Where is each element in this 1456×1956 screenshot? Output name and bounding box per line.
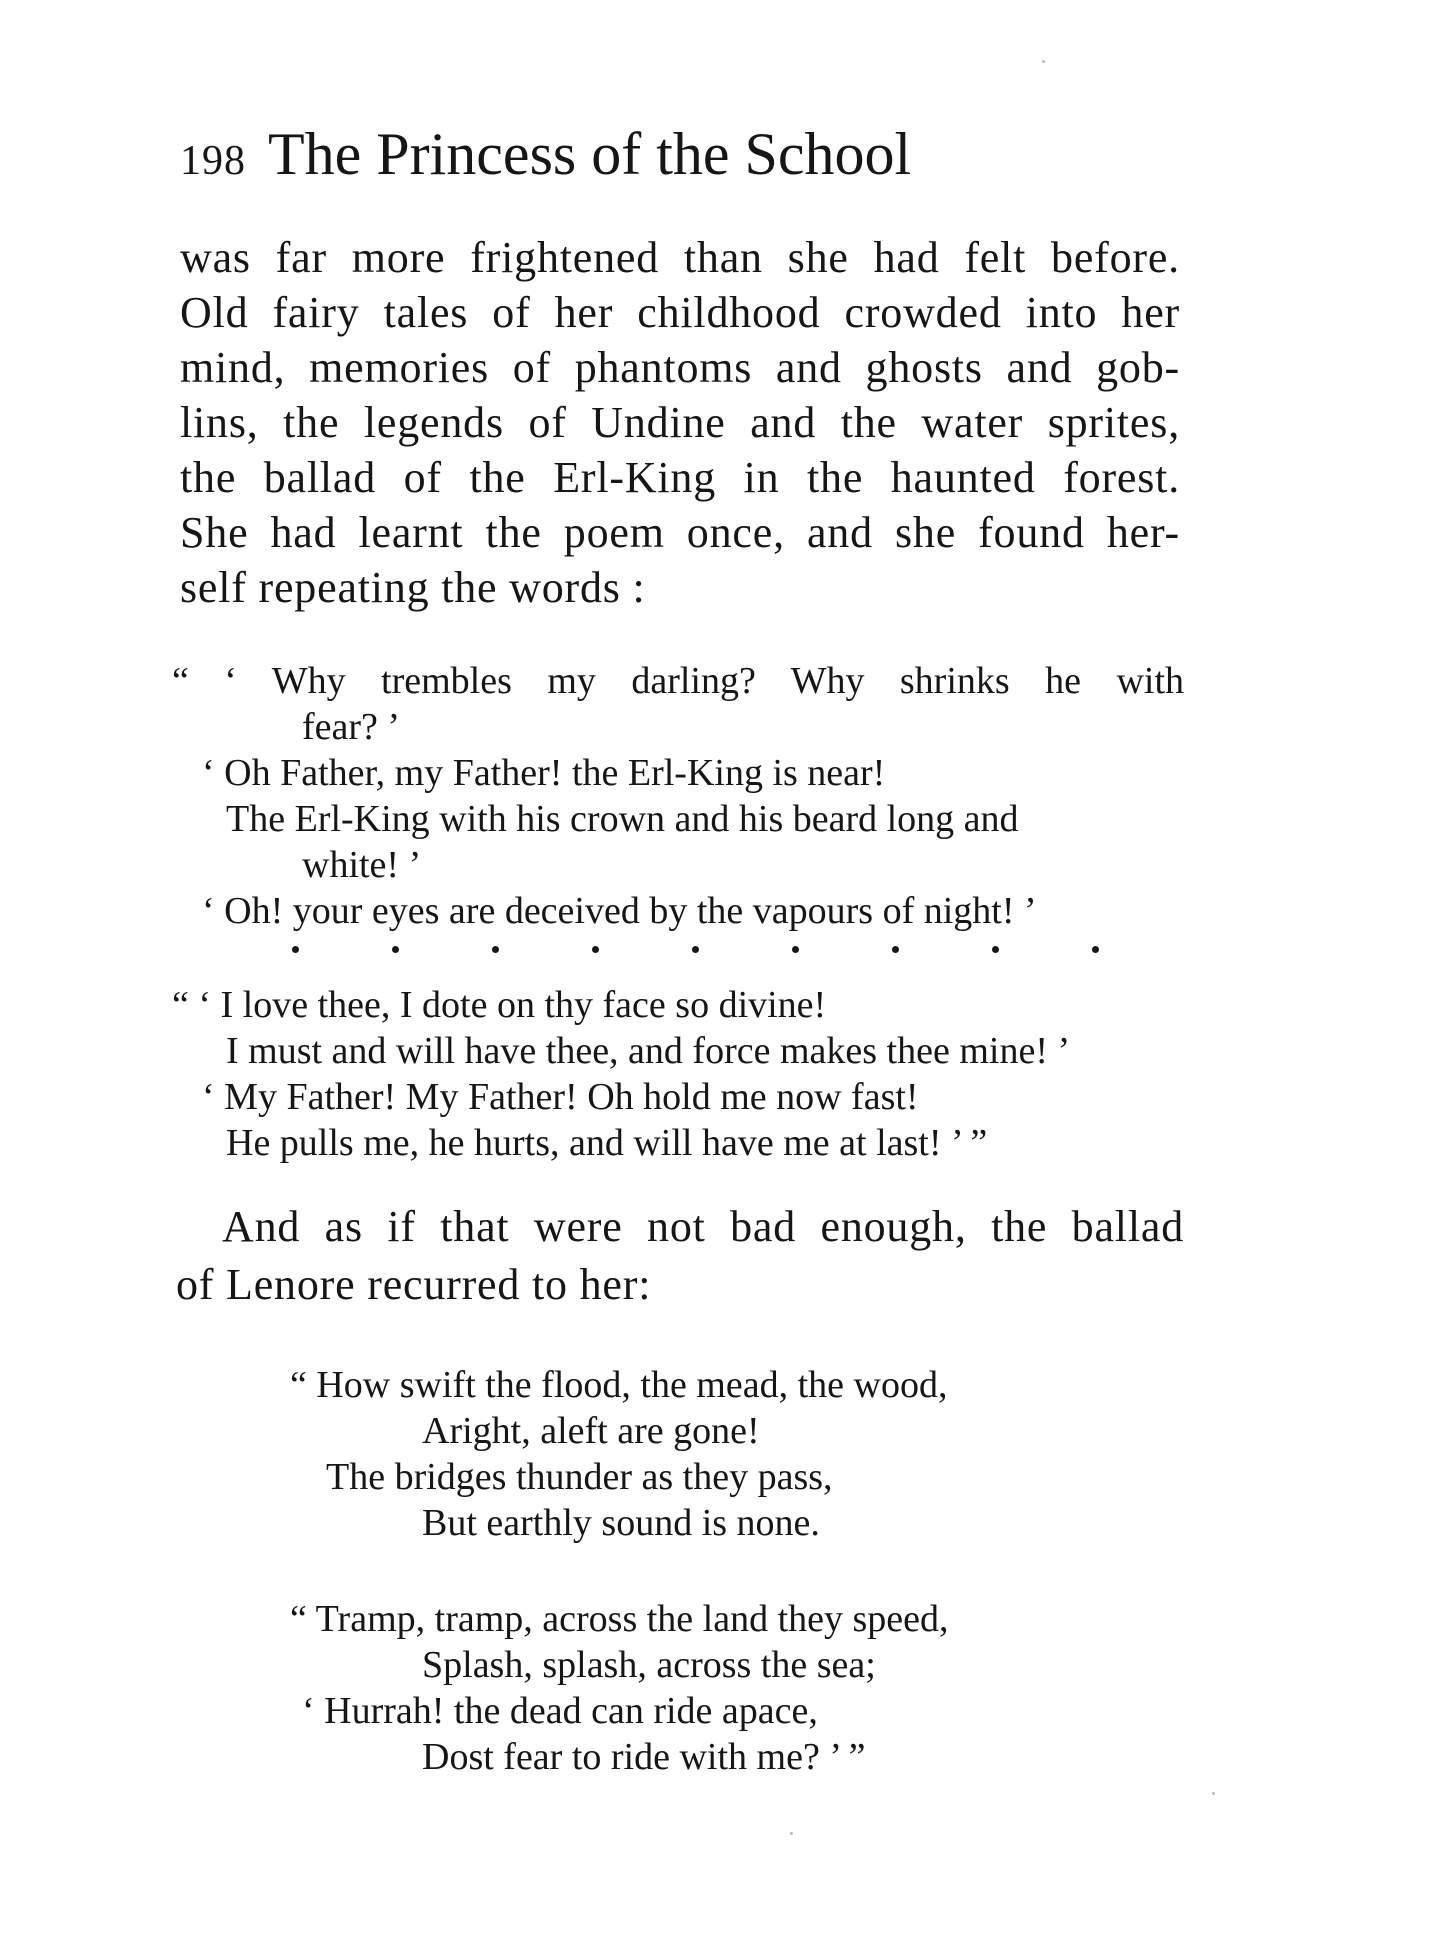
verse-line: I must and will have thee, and force makes thee mine! ’ [226, 1030, 1071, 1072]
ellipsis-dot [392, 946, 399, 953]
prose-line: of Lenore recurred to her: [176, 1260, 652, 1309]
ellipsis-dot [292, 946, 299, 953]
ellipsis-dot [992, 946, 999, 953]
verse-line: “ ‘ Why trembles my darling? Why shrinks he with [172, 660, 1184, 702]
running-title: The Princess of the School [268, 121, 912, 187]
page-number: 198 [180, 138, 246, 184]
prose-line: Old fairy tales of her childhood crowded into her [180, 288, 1180, 337]
ellipsis-dot [692, 946, 699, 953]
verse-line: “ How swift the flood, the mead, the wood, [290, 1364, 948, 1406]
verse-line: Splash, splash, across the sea; [422, 1644, 876, 1686]
prose-line: the ballad of the Erl-King in the haunted forest. [180, 453, 1180, 502]
ellipsis-dot [792, 946, 799, 953]
lenore-stanza-1 [290, 1362, 1140, 1546]
verse-line: ‘ Oh Father, my Father! the Erl-King is near! [202, 752, 886, 794]
prose-line: was far more frightened than she had felt before. [180, 233, 1180, 282]
ellipsis-dot [592, 946, 599, 953]
erlking-stanza-2 [172, 982, 1184, 1166]
prose-line: mind, memories of phantoms and ghosts and gob- [180, 343, 1180, 392]
erlking-stanza-1 [172, 658, 1184, 934]
ellipsis-row [292, 938, 1098, 968]
second-paragraph [176, 1198, 1184, 1314]
verse-line: fear? ’ [302, 706, 401, 748]
scan-speck [1042, 60, 1045, 63]
prose-line: self repeating the words : [180, 563, 646, 612]
opening-paragraph [180, 230, 1180, 615]
verse-line: But earthly sound is none. [422, 1502, 820, 1544]
verse-line: white! ’ [302, 844, 422, 886]
prose-line: lins, the legends of Undine and the water sprites, [180, 398, 1180, 447]
verse-line: “ ‘ I love thee, I dote on thy face so divine! [172, 984, 827, 1026]
verse-line: Dost fear to ride with me? ’ ” [422, 1736, 866, 1778]
scan-speck [1212, 1792, 1215, 1795]
verse-line: Aright, aleft are gone! [422, 1410, 760, 1452]
verse-line: ‘ Oh! your eyes are deceived by the vapours of night! ’ [202, 890, 1037, 932]
verse-line: ‘ My Father! My Father! Oh hold me now fast! [202, 1076, 919, 1118]
verse-line: The Erl-King with his crown and his beard long and [226, 798, 1019, 840]
verse-line: He pulls me, he hurts, and will have me at last! ’ ” [226, 1122, 988, 1164]
running-head [180, 120, 1180, 200]
ellipsis-dot [492, 946, 499, 953]
verse-line: “ Tramp, tramp, across the land they speed, [290, 1598, 949, 1640]
verse-line: The bridges thunder as they pass, [326, 1456, 833, 1498]
scan-speck [790, 1832, 793, 1835]
prose-line: She had learnt the poem once, and she found her- [180, 508, 1180, 557]
prose-line: And as if that were not bad enough, the ballad [222, 1202, 1184, 1251]
ellipsis-dot [892, 946, 899, 953]
ellipsis-dot [1092, 946, 1099, 953]
lenore-stanza-2 [290, 1596, 1140, 1780]
verse-line: ‘ Hurrah! the dead can ride apace, [302, 1690, 818, 1732]
